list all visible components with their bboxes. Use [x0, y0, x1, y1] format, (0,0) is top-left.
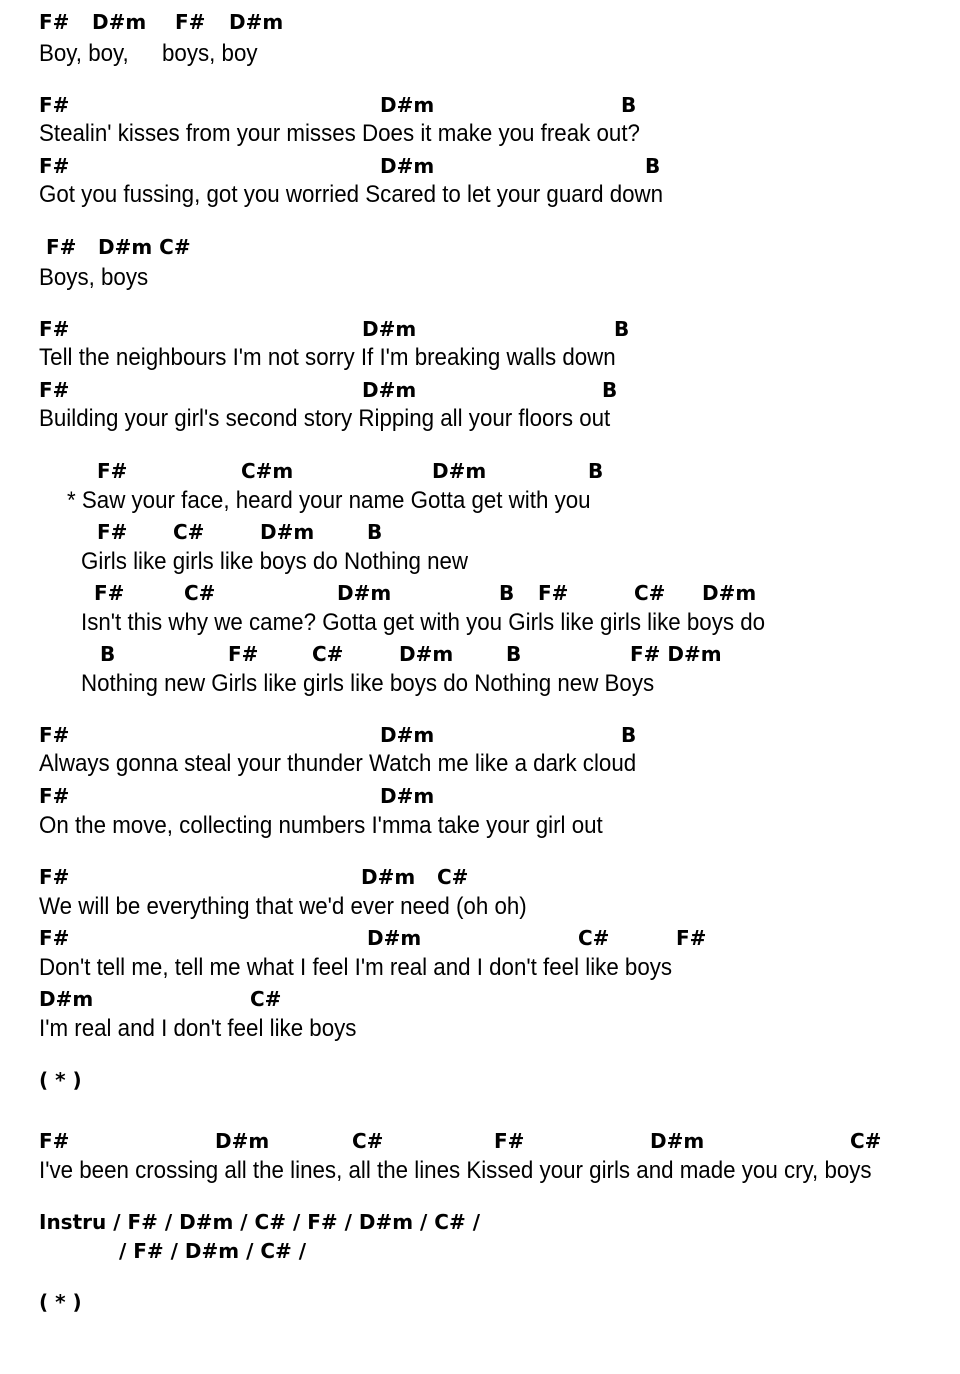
chord-label: B — [621, 723, 637, 747]
chord-label: B — [614, 317, 630, 341]
chord-label: D#m — [380, 93, 435, 117]
chord-label: C#m — [241, 459, 294, 483]
chord-label: C# — [850, 1129, 882, 1153]
chord-label: B — [499, 581, 515, 605]
chord-label: D#m — [362, 378, 417, 402]
lyric-line: Building your girl's second story Ripping all your floors out — [39, 405, 611, 432]
chord-label: C# — [312, 642, 344, 666]
chord-label: D#m — [702, 581, 757, 605]
chord-label: F# — [39, 865, 70, 889]
chord-label: F# — [538, 581, 569, 605]
chord-label: F# — [676, 926, 707, 950]
lyric-line: Got you fussing, got you worried Scared to let your guard down — [39, 181, 664, 208]
chord-label: F# — [46, 235, 77, 259]
chord-label: B — [506, 642, 522, 666]
chord-label: F# — [97, 520, 128, 544]
lyric-line: We will be everything that we'd ever need (oh oh) — [39, 893, 527, 920]
lyric-line: Don't tell me, tell me what I feel I'm real and I don't feel like boys — [39, 954, 673, 981]
chord-label: D#m — [39, 987, 94, 1011]
chord-label: C# — [184, 581, 216, 605]
chord-label: F# — [39, 378, 70, 402]
chord-label: D#m — [260, 520, 315, 544]
chord-label: B — [367, 520, 383, 544]
chord-label: F# — [39, 10, 70, 34]
chord-label: C# — [250, 987, 282, 1011]
chord-label: F# — [39, 317, 70, 341]
chord-label: D#m — [92, 10, 147, 34]
lyric-line: boys, boy — [162, 40, 258, 67]
chord-label: C# — [352, 1129, 384, 1153]
chord-label: D#m — [650, 1129, 705, 1153]
chord-label: B — [645, 154, 661, 178]
lyric-line: Always gonna steal your thunder Watch me like a dark cloud — [39, 750, 637, 777]
chord-label: F# — [97, 459, 128, 483]
chord-label: D#m — [215, 1129, 270, 1153]
chord-label: ( * ) — [39, 1068, 82, 1092]
chord-label: F# — [175, 10, 206, 34]
lyric-line: Tell the neighbours I'm not sorry If I'm breaking walls down — [39, 344, 616, 371]
chord-label: C# — [173, 520, 205, 544]
lyric-line: I'm real and I don't feel like boys — [39, 1015, 357, 1042]
chord-label: F# — [39, 723, 70, 747]
chord-label: C# — [634, 581, 666, 605]
chord-label: F# — [228, 642, 259, 666]
chord-label: B — [602, 378, 618, 402]
chord-label: D#m — [380, 784, 435, 808]
chord-label: F# — [39, 154, 70, 178]
chord-label: F# — [39, 784, 70, 808]
chord-label: D#m — [380, 154, 435, 178]
chord-label: F# D#m — [630, 642, 722, 666]
chord-label: D#m — [367, 926, 422, 950]
chord-label: C# — [437, 865, 469, 889]
chord-label: D#m — [337, 581, 392, 605]
chord-label: D#m C# — [98, 235, 191, 259]
lyric-line: I've been crossing all the lines, all the lines Kissed your girls and made you cry, boys — [39, 1157, 872, 1184]
chord-label: D#m — [380, 723, 435, 747]
chord-label: B — [588, 459, 604, 483]
chord-label: F# — [94, 581, 125, 605]
lyric-line: Nothing new Girls like girls like boys do Nothing new Boys — [81, 670, 655, 697]
chord-label: F# — [39, 1129, 70, 1153]
chord-label: D#m — [361, 865, 416, 889]
chord-label: / F# / D#m / C# / — [119, 1239, 307, 1263]
chord-label: F# — [494, 1129, 525, 1153]
chord-label: D#m — [229, 10, 284, 34]
chord-label: D#m — [362, 317, 417, 341]
chord-label: ( * ) — [39, 1290, 82, 1314]
lyric-line: Boys, boys — [39, 264, 149, 291]
chord-label: C# — [578, 926, 610, 950]
chord-label: D#m — [432, 459, 487, 483]
chord-label: B — [100, 642, 116, 666]
lyric-line: On the move, collecting numbers I'mma take your girl out — [39, 812, 603, 839]
lyric-line: Girls like girls like boys do Nothing new — [81, 548, 469, 575]
lyric-line: * Saw your face, heard your name Gotta get with you — [67, 487, 591, 514]
lyric-line: Stealin' kisses from your misses Does it make you freak out? — [39, 120, 640, 147]
lyric-line: Boy, boy, — [39, 40, 129, 67]
chord-label: F# — [39, 93, 70, 117]
chord-label: F# — [39, 926, 70, 950]
chord-label: Instru / F# / D#m / C# / F# / D#m / C# / — [39, 1210, 481, 1234]
chord-label: D#m — [399, 642, 454, 666]
chord-label: B — [621, 93, 637, 117]
lyric-line: Isn't this why we came? Gotta get with you Girls like girls like boys do — [81, 609, 766, 636]
